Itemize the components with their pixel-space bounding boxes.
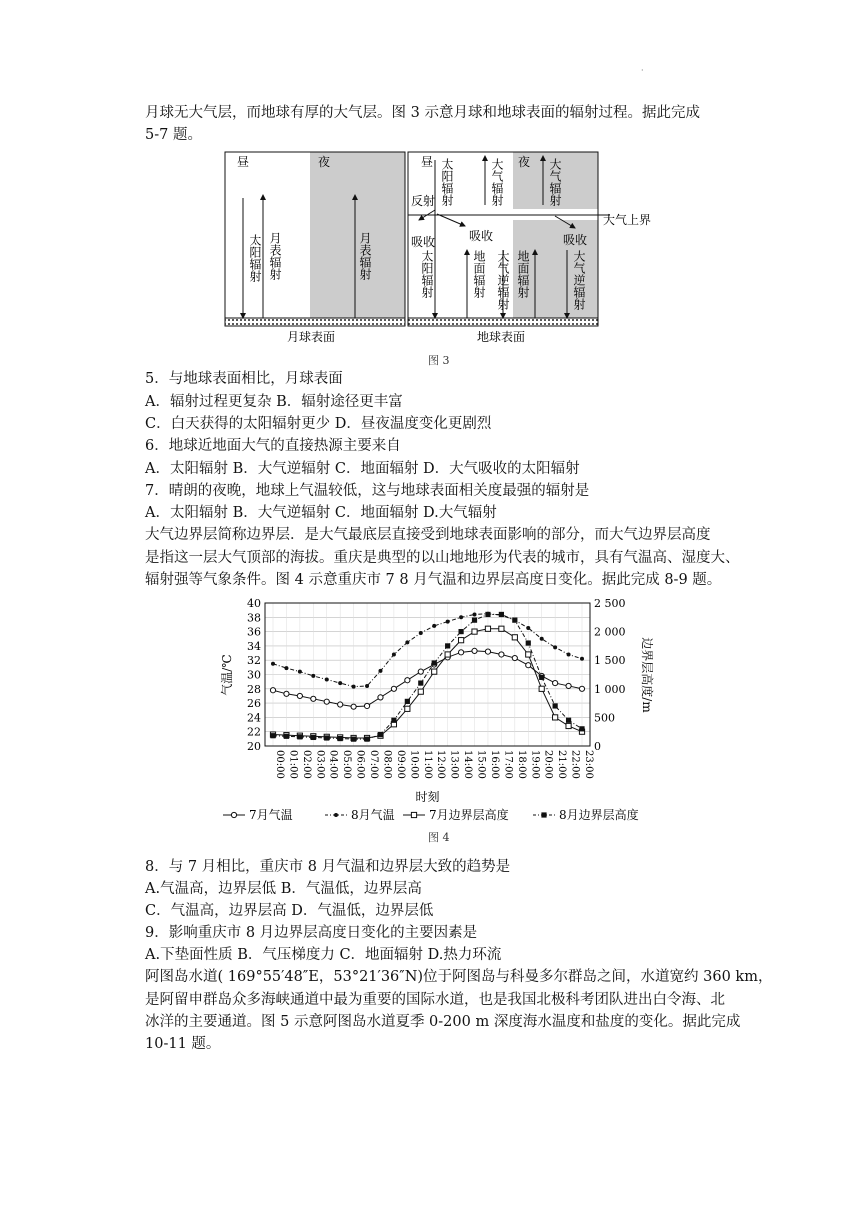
y-tick-right: 1 500 xyxy=(594,654,626,668)
data-point xyxy=(270,733,275,738)
y-tick-left: 40 xyxy=(247,597,261,610)
data-point xyxy=(378,695,383,700)
legend-marker xyxy=(334,813,338,817)
data-point xyxy=(473,612,477,616)
data-point xyxy=(405,640,409,644)
q8-options: C．气温高，边界层高 D．气温低，边界层低 xyxy=(145,903,434,919)
y-tick-left: 22 xyxy=(247,725,261,739)
q7-stem: 7．晴朗的夜晚，地球上气温较低，这与地球表面相关度最强的辐射是 xyxy=(145,483,590,499)
q8-stem: 8．与 7 月相比，重庆市 8 月气温和边界层大致的趋势是 xyxy=(145,859,511,875)
data-point xyxy=(458,650,463,655)
series-line xyxy=(273,629,582,738)
absorb-label: 吸收 xyxy=(469,229,494,243)
data-point xyxy=(526,640,531,645)
x-tick: 19:00 xyxy=(529,750,541,779)
legend-label: 7月气温 xyxy=(249,808,293,822)
figure-4-caption: 图 4 xyxy=(428,831,450,844)
moon-surface-caption: 月球表面 xyxy=(287,330,336,344)
q6-options: A．太阳辐射 B．大气逆辐射 C．地面辐射 D．大气吸收的太阳辐射 xyxy=(145,461,580,477)
x-tick: 13:00 xyxy=(448,750,460,779)
data-point xyxy=(391,718,396,723)
x-tick: 09:00 xyxy=(394,750,406,779)
data-point xyxy=(405,678,410,683)
q6-stem: 6．地球近地面大气的直接热源主要来自 xyxy=(145,438,401,454)
x-tick: 02:00 xyxy=(300,750,312,779)
y-tick-left: 26 xyxy=(247,697,261,711)
reflect-label: 反射 xyxy=(411,194,436,208)
data-point xyxy=(311,674,315,678)
data-point xyxy=(459,615,463,619)
earth-counter-rad-label: 大气逆辐射 xyxy=(496,250,510,310)
q7-options: A．太阳辐射 B．大气逆辐射 C．地面辐射 D.大气辐射 xyxy=(145,505,497,521)
data-point xyxy=(418,669,423,674)
data-point xyxy=(352,685,356,689)
earth-surface-caption: 地球表面 xyxy=(477,330,526,344)
earth-night-label: 夜 xyxy=(518,155,531,169)
y-tick-right: 2 500 xyxy=(594,597,626,610)
earth-atm-rad-label: 大气辐射 xyxy=(490,158,504,206)
data-point xyxy=(338,702,343,707)
x-tick: 10:00 xyxy=(408,750,420,779)
x-tick: 21:00 xyxy=(556,750,568,779)
absorb-label: 吸收 xyxy=(563,233,588,247)
x-tick: 20:00 xyxy=(542,750,554,779)
data-point xyxy=(540,637,544,641)
y-tick-left: 34 xyxy=(247,639,261,653)
q9-options: A.下垫面性质 B．气压梯度力 C．地面辐射 D.热力环流 xyxy=(145,947,502,963)
data-point xyxy=(485,612,490,617)
moon-surface-rad-label: 月表辐射 xyxy=(268,232,282,280)
intro3-line: 是阿留申群岛众多海峡通道中最为重要的国际水道，也是我国北极科考团队进出白令海、北 xyxy=(145,992,725,1008)
earth-day-label: 昼 xyxy=(421,155,434,169)
data-point xyxy=(445,652,450,657)
earth-atm-rad-label: 大气辐射 xyxy=(548,158,562,206)
moon-day-label: 昼 xyxy=(237,155,250,169)
data-point xyxy=(499,626,504,631)
x-tick: 17:00 xyxy=(502,750,514,779)
header-mark: · xyxy=(641,66,644,75)
y-tick-left: 30 xyxy=(247,668,261,682)
data-point xyxy=(284,734,289,739)
legend-label: 7月边界层高度 xyxy=(429,808,509,822)
data-point xyxy=(553,680,558,685)
intro-text-line: 月球无大气层，而地球有厚的大气层。图 3 示意月球和地球表面的辐射过程。据此完成 xyxy=(145,105,700,121)
data-point xyxy=(553,703,558,708)
series-line xyxy=(273,614,582,739)
intro2-line: 辐射强等气象条件。图 4 示意重庆市 7 8 月气温和边界层高度日变化。据此完成 8-9 题。 xyxy=(145,572,722,588)
moon-surface-rad-label: 月表辐射 xyxy=(358,232,372,280)
intro2-line: 大气边界层简称边界层．是大气最底层直接受到地球表面影响的部分，而大气边界层高度 xyxy=(145,527,711,543)
data-point xyxy=(338,736,343,741)
data-point xyxy=(325,678,329,682)
q5-options: A．辐射过程更复杂 B．辐射途径更丰富 xyxy=(145,394,403,410)
data-point xyxy=(446,620,450,624)
x-tick: 11:00 xyxy=(421,750,433,779)
intro3-line: 10-11 题。 xyxy=(145,1036,221,1052)
data-point xyxy=(378,732,383,737)
data-point xyxy=(526,663,531,668)
x-axis-label: 时刻 xyxy=(415,790,440,804)
data-point xyxy=(526,626,530,630)
data-point xyxy=(472,648,477,653)
x-tick: 23:00 xyxy=(583,750,594,779)
legend-marker xyxy=(231,812,236,817)
data-point xyxy=(365,684,369,688)
data-point xyxy=(351,704,356,709)
data-point xyxy=(472,618,477,623)
data-point xyxy=(364,703,369,708)
y-axis-label-left: 气温/℃ xyxy=(220,654,234,696)
y-tick-left: 38 xyxy=(247,611,261,625)
data-point xyxy=(539,675,544,680)
data-point xyxy=(485,649,490,654)
x-tick: 05:00 xyxy=(341,750,353,779)
x-tick: 12:00 xyxy=(435,750,447,779)
data-point xyxy=(391,686,396,691)
data-point xyxy=(432,669,437,674)
data-point xyxy=(271,662,275,666)
x-tick: 07:00 xyxy=(368,750,380,779)
earth-ground-rad-label: 地面辐射 xyxy=(516,250,530,298)
y-tick-left: 28 xyxy=(247,682,261,696)
q5-stem: 5．与地球表面相比，月球表面 xyxy=(145,371,343,387)
figure-3-radiation-diagram xyxy=(215,150,715,372)
x-tick: 08:00 xyxy=(381,750,393,779)
data-point xyxy=(567,652,571,656)
x-tick: 01:00 xyxy=(287,750,299,779)
data-point xyxy=(270,688,275,693)
y-tick-right: 0 xyxy=(594,740,601,753)
y-tick-right: 2 000 xyxy=(594,625,626,639)
x-tick: 00:00 xyxy=(274,750,285,779)
earth-counter-rad-label: 大气逆辐射 xyxy=(572,250,586,310)
y-tick-right: 1 000 xyxy=(594,682,626,696)
y-tick-left: 20 xyxy=(247,740,261,753)
series-line xyxy=(273,651,582,707)
x-tick: 14:00 xyxy=(462,750,474,779)
intro3-line: 阿图岛水道( 169°55′48″E，53°21′36″N)位于阿图岛与科曼多尔群岛之间，水道宽约 360 km， xyxy=(145,969,773,985)
data-point xyxy=(297,693,302,698)
data-point xyxy=(324,735,329,740)
data-point xyxy=(553,715,558,720)
data-point xyxy=(311,735,316,740)
data-point xyxy=(405,699,410,704)
data-point xyxy=(539,686,544,691)
data-point xyxy=(458,629,463,634)
data-point xyxy=(405,706,410,711)
earth-solar-label: 太阳辐射 xyxy=(440,158,454,206)
data-point xyxy=(566,683,571,688)
data-point xyxy=(485,626,490,631)
x-tick: 22:00 xyxy=(569,750,581,779)
data-point xyxy=(499,612,504,617)
data-point xyxy=(458,638,463,643)
data-point xyxy=(432,624,436,628)
data-point xyxy=(324,699,329,704)
data-point xyxy=(284,666,288,670)
data-point xyxy=(311,696,316,701)
data-point xyxy=(419,631,423,635)
intro2-line: 是指这一层大气顶部的海拔。重庆是典型的以山地地形为代表的城市，具有气温高、湿度大、 xyxy=(145,550,740,566)
data-point xyxy=(579,686,584,691)
q5-options: C．白天获得的太阳辐射更少 D．昼夜温度变化更剧烈 xyxy=(145,416,492,432)
data-point xyxy=(566,723,571,728)
data-point xyxy=(392,652,396,656)
x-tick: 18:00 xyxy=(515,750,527,779)
legend-marker xyxy=(411,812,416,817)
moon-solar-label: 太阳辐射 xyxy=(248,234,262,282)
data-point xyxy=(499,652,504,657)
data-point xyxy=(351,737,356,742)
moon-night-label: 夜 xyxy=(318,155,331,169)
data-point xyxy=(526,652,531,657)
figure-3-caption: 图 3 xyxy=(428,354,450,367)
y-tick-right: 500 xyxy=(594,711,615,725)
data-point xyxy=(445,643,450,648)
data-point xyxy=(512,618,517,623)
data-point xyxy=(378,669,382,673)
x-tick: 03:00 xyxy=(314,750,326,779)
absorb-label: 吸收 xyxy=(411,235,436,249)
legend-label: 8月边界层高度 xyxy=(559,808,639,822)
data-point xyxy=(579,726,584,731)
data-point xyxy=(432,660,437,665)
atmosphere-top-label: 大气上界 xyxy=(603,213,652,227)
data-point xyxy=(553,645,557,649)
y-tick-left: 32 xyxy=(247,654,261,668)
series-line xyxy=(273,614,582,687)
y-tick-left: 24 xyxy=(247,711,261,725)
x-tick: 15:00 xyxy=(475,750,487,779)
x-tick: 04:00 xyxy=(327,750,339,779)
x-tick: 06:00 xyxy=(354,750,366,779)
legend-label: 8月气温 xyxy=(351,808,395,822)
q9-stem: 9．影响重庆市 8 月边界层高度日变化的主要因素是 xyxy=(145,925,478,941)
data-point xyxy=(418,689,423,694)
data-point xyxy=(512,655,517,660)
legend-marker xyxy=(541,812,546,817)
data-point xyxy=(284,691,289,696)
y-axis-label-right: 边界层高度/m xyxy=(640,637,654,713)
x-tick: 16:00 xyxy=(488,750,500,779)
data-point xyxy=(364,737,369,742)
data-point xyxy=(418,680,423,685)
data-point xyxy=(338,681,342,685)
earth-ground-rad-label: 地面辐射 xyxy=(472,250,486,298)
data-point xyxy=(566,718,571,723)
data-point xyxy=(297,734,302,739)
intro3-line: 冰洋的主要通道。图 5 示意阿图岛水道夏季 0-200 m 深度海水温度和盐度的变化。据此完成 xyxy=(145,1014,741,1030)
figure-4-chart xyxy=(215,595,665,850)
q8-options: A.气温高，边界层低 B．气温低，边界层高 xyxy=(145,881,422,897)
data-point xyxy=(298,670,302,674)
earth-solar-label: 太阳辐射 xyxy=(420,250,434,298)
intro-text-line: 5-7 题。 xyxy=(145,127,202,143)
data-point xyxy=(512,635,517,640)
data-point xyxy=(580,657,584,661)
y-tick-left: 36 xyxy=(247,625,261,639)
data-point xyxy=(472,629,477,634)
